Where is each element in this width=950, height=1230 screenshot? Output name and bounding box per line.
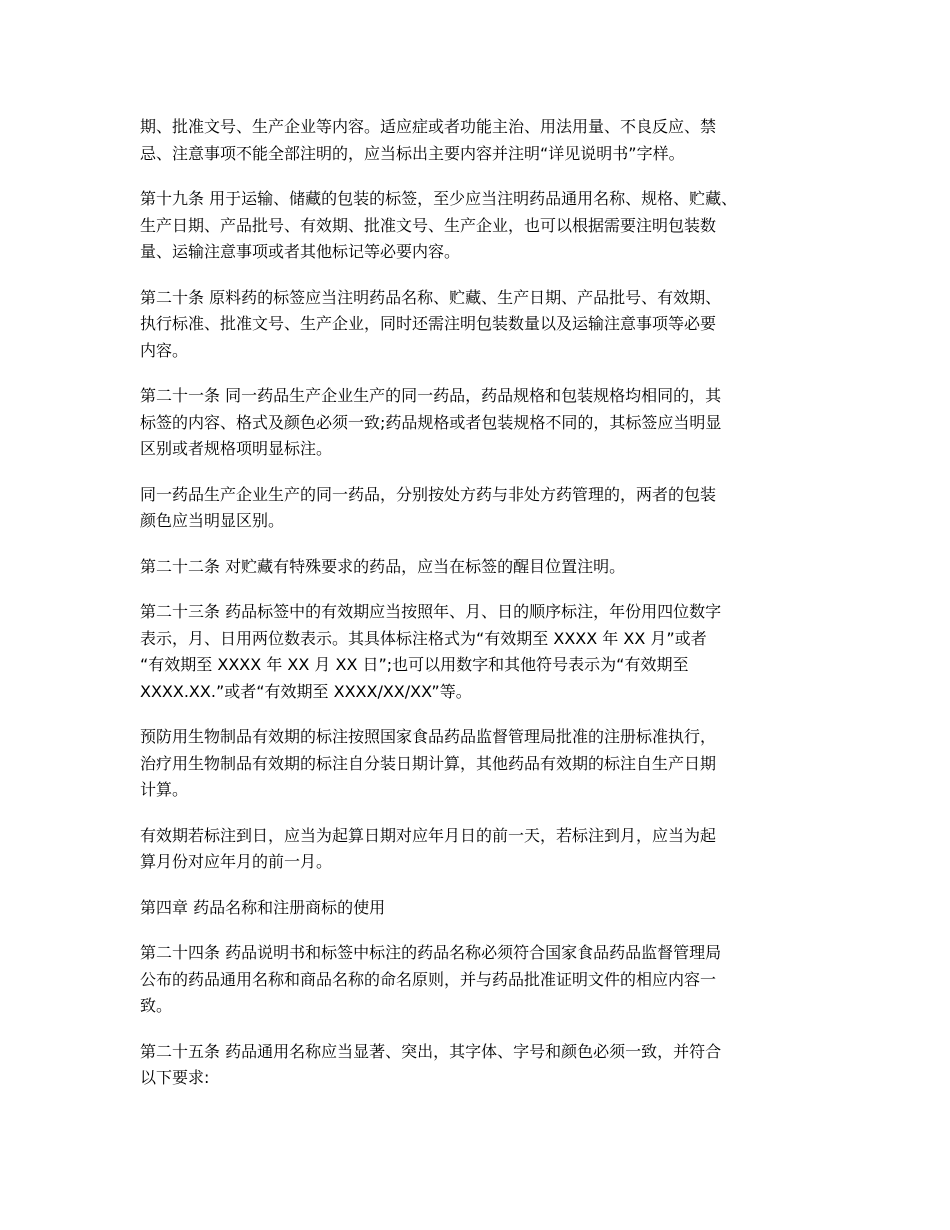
text-line: 忌、注意事项不能全部注明的，应当标出主要内容并注明“详见说明书”字样。 (140, 143, 685, 163)
paragraph (140, 114, 820, 167)
chapter-heading (140, 895, 820, 922)
text-line: 第二十二条 对贮藏有特殊要求的药品，应当在标签的醒目位置注明。 (140, 556, 626, 576)
text-line: 内容。 (140, 340, 189, 360)
paragraph (140, 1039, 820, 1092)
paragraph (140, 554, 820, 581)
text-line: 算月份对应年月的前一月。 (140, 852, 333, 871)
paragraph (140, 285, 820, 365)
text-line: 颜色应当明显区别。 (140, 511, 285, 530)
text-line: 第四章 药品名称和注册商标的使用 (140, 897, 386, 917)
text-line: 计算。 (140, 780, 189, 799)
text-line: 执行标准、批准文号、生产企业，同时还需注明包装数量以及运输注意事项等必要 (140, 314, 717, 333)
paragraph (140, 724, 820, 804)
paragraph (140, 383, 820, 463)
paragraph (140, 482, 820, 535)
text-line: 表示，月、日用两位数表示。其具体标注格式为“有效期至 XXXX 年 XX 月”或者 (140, 628, 707, 648)
text-line: 第二十三条 药品标签中的有效期应当按照年、月、日的顺序标注，年份用四位数字 (140, 602, 722, 621)
text-line: 第二十条 原料药的标签应当注明药品名称、贮藏、生产日期、产品批号、有效期、 (140, 287, 722, 307)
text-line: 致。 (140, 996, 173, 1015)
paragraph (140, 940, 820, 1020)
paragraph (140, 599, 820, 705)
paragraph (140, 186, 820, 266)
text-line: 公布的药品通用名称和商品名称的命名原则，并与药品批准证明文件的相应内容一 (140, 969, 717, 989)
text-line: “有效期至 XXXX 年 XX 月 XX 日”;也可以用数字和其他符号表示为“有效期至 (140, 655, 689, 674)
paragraph (140, 823, 820, 876)
text-line: 第二十一条 同一药品生产企业生产的同一药品，药品规格和包装规格均相同的，其 (140, 386, 722, 405)
text-line: 第二十四条 药品说明书和标签中标注的药品名称必须符合国家食品药品监督管理局 (140, 943, 722, 962)
text-line: 标签的内容、格式及颜色必须一致;药品规格或者包装规格不同的，其标签应当明显 (140, 412, 722, 432)
text-line: 区别或者规格项明显标注。 (140, 439, 333, 458)
text-line: 生产日期、产品批号、有效期、批准文号、生产企业，也可以根据需要注明包装数 (140, 215, 717, 235)
text-line: 期、批准文号、生产企业等内容。适应症或者功能主治、用法用量、不良反应、禁 (140, 117, 717, 136)
text-line: 预防用生物制品有效期的标注按照国家食品药品监督管理局批准的注册标准执行， (140, 727, 717, 746)
text-line: 第十九条 用于运输、储藏的包装的标签，至少应当注明药品通用名称、规格、贮藏、 (140, 189, 738, 208)
text-line: 有效期若标注到日，应当为起算日期对应年月日的前一天，若标注到月，应当为起 (140, 825, 717, 845)
text-line: 以下要求: (140, 1068, 210, 1087)
text-line: 第二十五条 药品通用名称应当显著、突出，其字体、字号和颜色必须一致，并符合 (140, 1041, 722, 1061)
text-line: XXXX.XX.”或者“有效期至 XXXX/XX/XX”等。 (140, 681, 472, 701)
text-line: 治疗用生物制品有效期的标注自分装日期计算，其他药品有效期的标注自生产日期 (140, 753, 717, 773)
text-line: 同一药品生产企业生产的同一药品，分别按处方药与非处方药管理的，两者的包装 (140, 484, 717, 504)
text-line: 量、运输注意事项或者其他标记等必要内容。 (140, 242, 461, 261)
